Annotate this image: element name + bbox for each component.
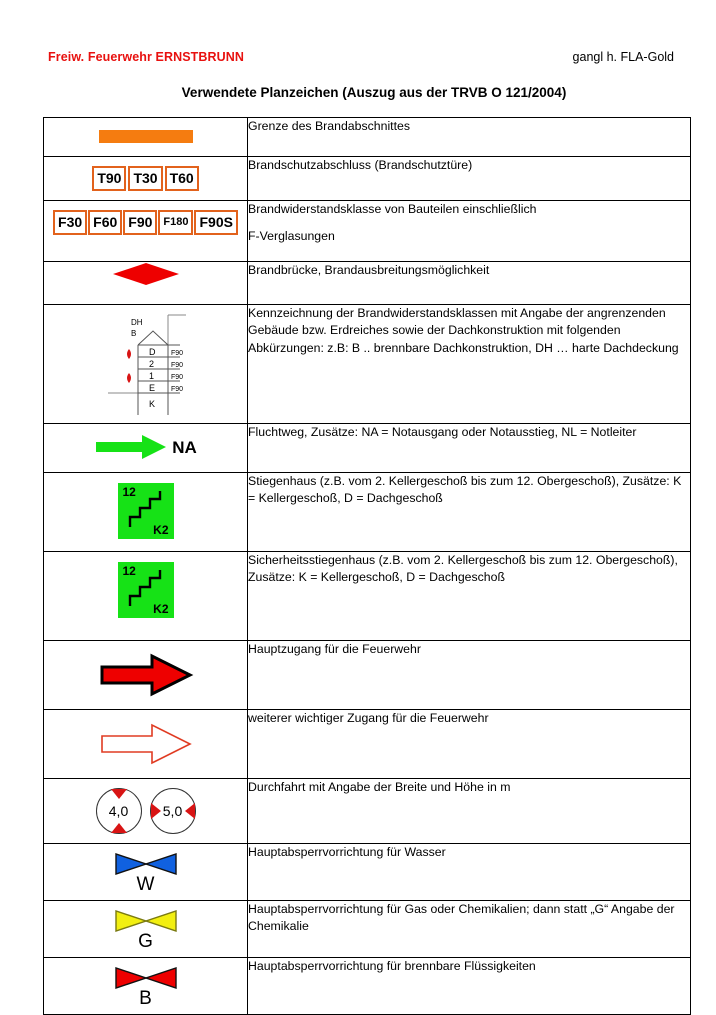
fire-section-boundary-bar-icon xyxy=(99,130,193,143)
badge-f90s: F90S xyxy=(194,210,237,235)
author-name: gangl h. FLA-Gold xyxy=(572,50,674,64)
svg-text:F90: F90 xyxy=(170,386,183,393)
table-row xyxy=(44,641,691,710)
description-cell: Hauptabsperrvorrichtung für Wasser xyxy=(248,844,691,901)
water-shutoff-label: W xyxy=(136,874,155,895)
description-cell xyxy=(248,201,691,262)
description-cell: Sicherheitsstiegenhaus (z.B. vom 2. Kellergeschoß bis zum 12. Obergeschoß), Zusätze: K = Kellergeschoß, D = Dachgeschoß xyxy=(248,552,691,641)
table-row xyxy=(44,157,691,201)
badge-f180: F180 xyxy=(158,210,193,235)
table-row xyxy=(44,552,691,641)
svg-text:1: 1 xyxy=(148,371,154,381)
safety-stairwell-bottom-floor: K2 xyxy=(153,602,169,616)
passage-width-value: 5,0 xyxy=(162,803,183,819)
flammable-liquid-shutoff-valve-icon xyxy=(44,966,247,1008)
svg-text:F90: F90 xyxy=(170,374,183,381)
description-line: Brandwiderstandsklasse von Bauteilen einschließlich xyxy=(248,202,537,216)
symbol-cell-safety-stairwell xyxy=(44,552,248,641)
symbol-cell-fire-section-boundary xyxy=(44,118,248,157)
table-row xyxy=(44,201,691,262)
height-marker-top-icon xyxy=(111,789,127,799)
svg-text:F90: F90 xyxy=(170,350,183,357)
table-row xyxy=(44,710,691,779)
width-marker-left-icon xyxy=(151,803,161,819)
svg-text:B: B xyxy=(130,329,136,338)
table-row xyxy=(44,262,691,305)
stairwell-marker-icon xyxy=(118,483,174,539)
passage-dimensions-icon xyxy=(44,788,247,834)
badge-f30: F30 xyxy=(53,210,87,235)
symbol-cell-fire-bridge xyxy=(44,262,248,305)
organization-name: Freiw. Feuerwehr ERNSTBRUNN xyxy=(48,50,245,64)
stairwell-top-floor: 12 xyxy=(122,485,136,499)
symbol-cell-passage-dimensions xyxy=(44,779,248,844)
symbol-cell-fire-resistance-badges xyxy=(44,201,248,262)
description-cell: Hauptzugang für die Feuerwehr xyxy=(248,641,691,710)
flammable-shutoff-label: B xyxy=(139,988,152,1009)
passage-width-circle xyxy=(150,788,196,834)
table-row xyxy=(44,305,691,424)
description-line: F-Verglasungen xyxy=(248,229,335,244)
symbol-cell-fire-door-badges xyxy=(44,157,248,201)
svg-text:D: D xyxy=(148,347,155,357)
table-row xyxy=(44,424,691,473)
passage-height-value: 4,0 xyxy=(108,803,129,819)
main-fire-brigade-access-arrow-icon xyxy=(44,653,247,697)
fire-door-badge-group xyxy=(44,166,247,191)
table-row xyxy=(44,779,691,844)
stairwell-bottom-floor: K2 xyxy=(153,523,169,537)
svg-text:2: 2 xyxy=(148,359,154,369)
description-cell: Hauptabsperrvorrichtung für brennbare Flüssigkeiten xyxy=(248,958,691,1015)
badge-t60: T60 xyxy=(165,166,199,191)
symbol-cell-building-section xyxy=(44,305,248,424)
description-cell: Hauptabsperrvorrichtung für Gas oder Chemikalien; dann statt „G“ Angabe der Chemikalie xyxy=(248,901,691,958)
fire-bridge-diamond-icon xyxy=(44,262,247,296)
safety-stairwell-marker-icon xyxy=(118,562,174,618)
svg-text:E: E xyxy=(148,383,155,393)
description-cell: Brandschutzabschluss (Brandschutztüre) xyxy=(248,157,691,201)
description-cell: Brandbrücke, Brandausbreitungsmöglichkeit xyxy=(248,262,691,305)
page-title: Verwendete Planzeichen (Auszug aus der TRVB O 121/2004) xyxy=(181,85,567,100)
description-cell: Kennzeichnung der Brandwiderstandsklassen mit Angabe der angrenzenden Gebäude bzw. Erdreiches sowie der Dachkonstruktion mit folgenden Abkürzungen: z.B: B .. brennbare Dachkonstruktion, DH … harte Dachdeckung xyxy=(248,305,691,424)
badge-t30: T30 xyxy=(128,166,162,191)
page-header xyxy=(48,50,674,64)
svg-text:DH: DH xyxy=(130,318,143,327)
fire-resistance-badge-group xyxy=(44,210,247,235)
legend-table xyxy=(43,117,691,1015)
symbol-cell-water-shutoff xyxy=(44,844,248,901)
symbol-cell-escape-route xyxy=(44,424,248,473)
escape-route-arrow-icon xyxy=(44,434,247,460)
svg-text:K: K xyxy=(148,399,155,409)
description-cell: Durchfahrt mit Angabe der Breite und Höhe in m xyxy=(248,779,691,844)
table-row xyxy=(44,844,691,901)
description-cell: Stiegenhaus (z.B. vom 2. Kellergeschoß bis zum 12. Obergeschoß), Zusätze: K = Kellergeschoß, D = Dachgeschoß xyxy=(248,473,691,552)
table-row xyxy=(44,118,691,157)
badge-t90: T90 xyxy=(92,166,126,191)
escape-route-label: NA xyxy=(172,437,197,457)
description-cell: weiterer wichtiger Zugang für die Feuerwehr xyxy=(248,710,691,779)
badge-f60: F60 xyxy=(88,210,122,235)
description-cell: Grenze des Brandabschnittes xyxy=(248,118,691,157)
width-marker-right-icon xyxy=(185,803,195,819)
svg-text:F90: F90 xyxy=(170,362,183,369)
secondary-access-arrow-icon xyxy=(44,722,247,766)
table-row xyxy=(44,901,691,958)
water-shutoff-valve-icon xyxy=(44,852,247,894)
gas-shutoff-valve-icon xyxy=(44,909,247,951)
symbol-cell-flammable-shutoff xyxy=(44,958,248,1015)
table-row xyxy=(44,958,691,1015)
symbol-cell-main-access xyxy=(44,641,248,710)
main-access-label: FW xyxy=(115,667,139,683)
badge-f90: F90 xyxy=(123,210,157,235)
height-marker-bottom-icon xyxy=(111,823,127,833)
passage-height-circle xyxy=(96,788,142,834)
symbol-cell-secondary-access xyxy=(44,710,248,779)
table-row xyxy=(44,473,691,552)
building-section-diagram-icon xyxy=(86,311,206,419)
symbol-cell-gas-shutoff xyxy=(44,901,248,958)
safety-stairwell-top-floor: 12 xyxy=(122,564,136,578)
gas-shutoff-label: G xyxy=(138,931,153,952)
description-cell: Fluchtweg, Zusätze: NA = Notausgang oder Notausstieg, NL = Notleiter xyxy=(248,424,691,473)
symbol-cell-stairwell xyxy=(44,473,248,552)
